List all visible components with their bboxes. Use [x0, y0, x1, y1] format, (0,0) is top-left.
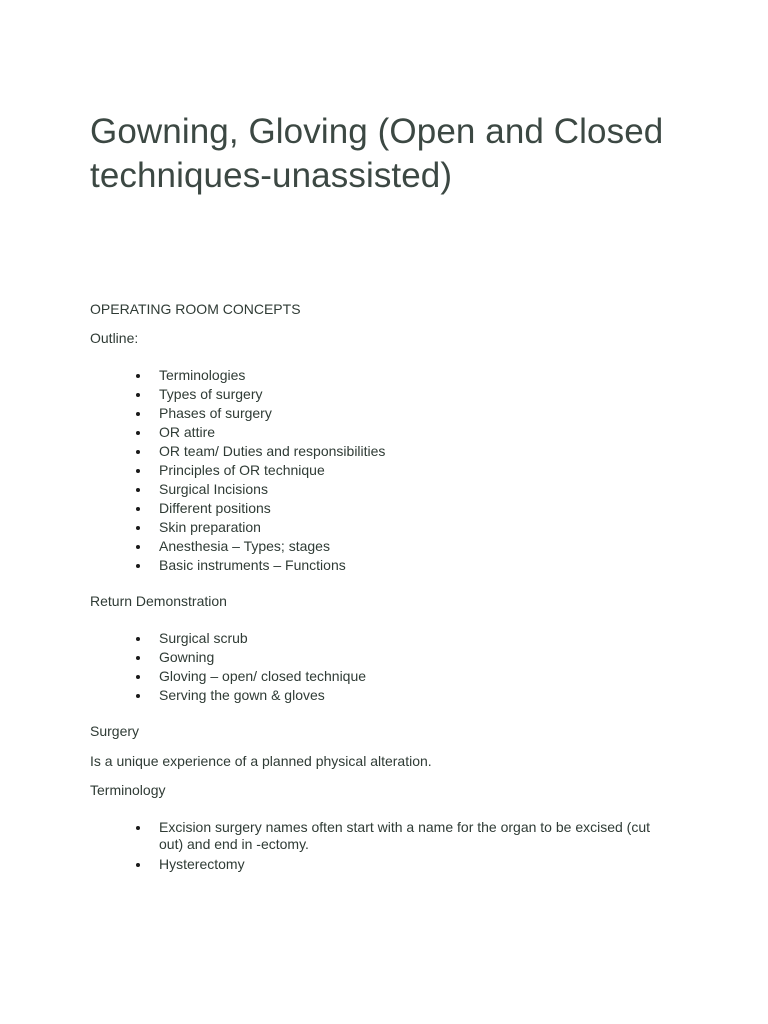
list-item — [0, 442, 669, 461]
list-item — [0, 499, 669, 518]
bullet-icon — [136, 507, 140, 511]
bullet-icon — [136, 863, 140, 867]
return-demonstration-label: Return Demonstration — [90, 593, 227, 609]
list-item-text: Hysterectomy — [159, 856, 245, 872]
list-item-text: Gowning — [159, 649, 215, 665]
bullet-icon — [136, 694, 140, 698]
list-item — [0, 518, 669, 537]
list-item — [0, 855, 669, 874]
list-item — [0, 667, 669, 686]
list-item-text: Terminologies — [159, 367, 246, 383]
surgery-definition: Is a unique experience of a planned physical alteration. — [90, 753, 432, 769]
list-item-text: Serving the gown & gloves — [159, 687, 325, 703]
bullet-icon — [136, 637, 140, 641]
bullet-icon — [136, 545, 140, 549]
outline-list — [0, 366, 669, 575]
bullet-icon — [136, 656, 140, 660]
bullet-icon — [136, 488, 140, 492]
list-item-text: OR team/ Duties and responsibilities — [159, 443, 386, 459]
list-item-text: Different positions — [159, 500, 271, 516]
list-item-text: Excision surgery names often start with a name for the organ to be excised (cut out) and end in -ectomy. — [159, 819, 651, 852]
list-item — [0, 537, 669, 556]
bullet-icon — [136, 564, 140, 568]
list-item-text: Gloving – open/ closed technique — [159, 668, 367, 684]
list-item — [0, 819, 669, 853]
section-heading: OPERATING ROOM CONCEPTS — [90, 301, 301, 317]
list-item — [0, 648, 669, 667]
list-item — [0, 556, 669, 575]
terminology-label: Terminology — [90, 782, 166, 798]
list-item — [0, 629, 669, 648]
bullet-icon — [136, 393, 140, 397]
bullet-icon — [136, 450, 140, 454]
bullet-icon — [136, 526, 140, 530]
list-item — [0, 404, 669, 423]
list-item-text: Anesthesia – Types; stages — [159, 538, 330, 554]
list-item-text: Surgical scrub — [159, 630, 248, 646]
bullet-icon — [136, 675, 140, 679]
document-title: Gowning, Gloving (Open and Closed techniques-unassisted) — [90, 112, 664, 195]
bullet-icon — [136, 826, 140, 830]
list-item — [0, 385, 669, 404]
list-item-text: Skin preparation — [159, 519, 261, 535]
bullet-icon — [136, 412, 140, 416]
list-item-text: Surgical Incisions — [159, 481, 268, 497]
bullet-icon — [136, 431, 140, 435]
bullet-icon — [136, 469, 140, 473]
outline-label: Outline: — [90, 330, 139, 346]
list-item — [0, 480, 669, 499]
list-item-text: Principles of OR technique — [159, 462, 325, 478]
list-item-text: OR attire — [159, 424, 216, 440]
list-item — [0, 461, 669, 480]
list-item-text: Phases of surgery — [159, 405, 272, 421]
list-item-text: Types of surgery — [159, 386, 263, 402]
bullet-icon — [136, 374, 140, 378]
list-item — [0, 686, 669, 705]
list-item — [0, 423, 669, 442]
list-item — [0, 366, 669, 385]
terminology-list — [0, 819, 669, 874]
list-item-text: Basic instruments – Functions — [159, 557, 346, 573]
surgery-label: Surgery — [90, 723, 140, 739]
return-demonstration-list — [0, 629, 669, 705]
